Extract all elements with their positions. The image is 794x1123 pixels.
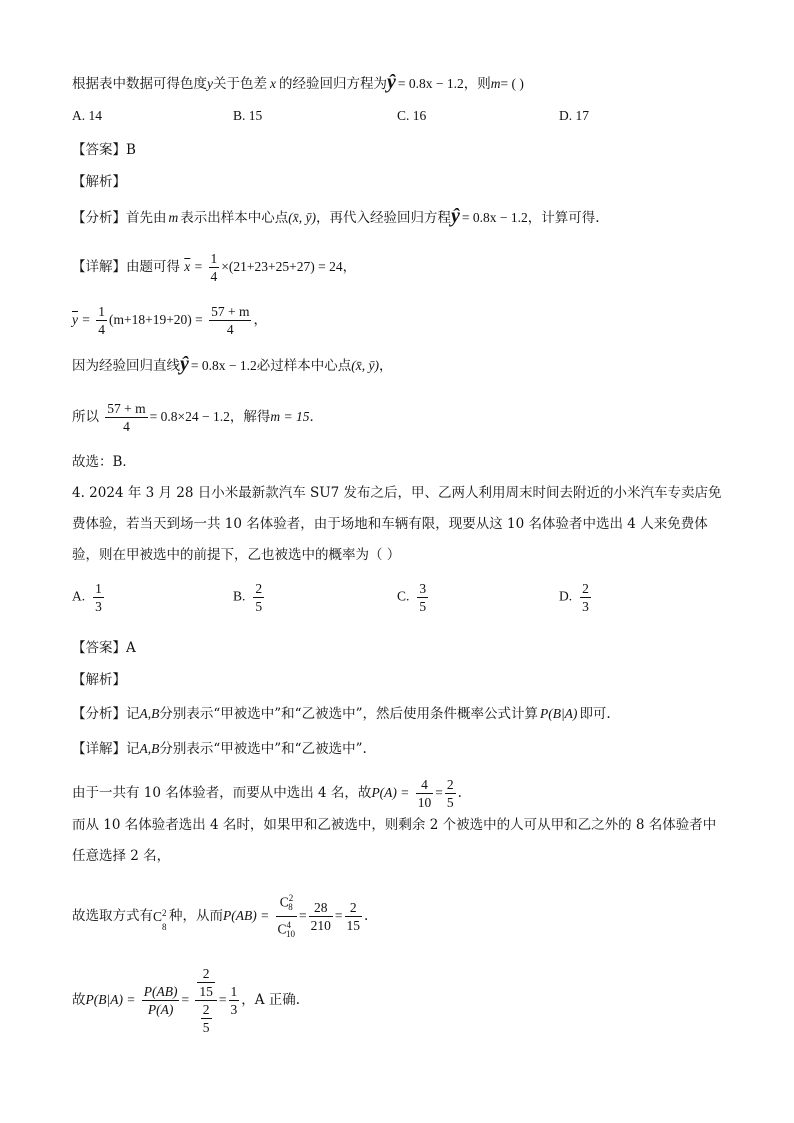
fraction: $\frac{4}{10}$ — [417, 777, 432, 810]
combination: C 2 8 — [153, 907, 167, 932]
text: 根据表中数据可得色度 — [72, 76, 207, 92]
text: 因为经验回归直线 — [72, 358, 180, 374]
equation: = 0.8×24 − 1.2 — [149, 409, 230, 424]
detail-so — [72, 400, 323, 435]
blank-paren: = ( ) — [500, 76, 524, 91]
text: 关于色差 — [213, 76, 267, 92]
detail-from-line1: 而从 10 名体验者选出 4 名时，如果甲和乙被选中，则剩余 2 个被选中的人可从甲和乙之外的 8 名体验者中 — [72, 817, 717, 833]
analysis-label: 【解析】 — [72, 174, 126, 190]
text: ，再代入经验回归方程 — [315, 210, 451, 226]
text: 表示出样本中心点 — [180, 210, 289, 226]
fraction-one-quarter: $\frac{1}{4}$ — [98, 304, 105, 337]
fraction: $\frac{2}{5}$ — [446, 777, 454, 810]
result-m: m = 15 — [270, 409, 310, 424]
detail-from-line2: 任意选择 2 名， — [72, 848, 171, 864]
text: ，解得 — [229, 409, 271, 425]
compound-fraction: $\frac{\frac{2}{15}}{\frac{2}{5}}$ — [195, 965, 217, 1036]
text: 的经验回归方程为 — [279, 76, 387, 92]
question4-line2: 费体验，若当天到场一共 10 名体验者，由于场地和车辆有限，现要从这 10 名体验者中选出 4 人来免费体 — [72, 516, 708, 532]
regression-equation: = 0.8x − 1.2 — [190, 358, 257, 373]
sample-center: (x̄, ȳ) — [351, 358, 379, 373]
regression-equation: = 0.8x − 1.2 — [397, 76, 464, 91]
var-m: m — [168, 210, 179, 225]
fraction-ybar-result: $\frac{57 + m}{4}$ — [107, 401, 146, 434]
answer-label: 【答案】B — [72, 142, 136, 158]
text: 必过样本中心点 — [256, 358, 352, 374]
prob-ab: P(AB) = — [223, 908, 270, 924]
fraction: $\frac{28}{210}$ — [310, 900, 331, 934]
events-ab: A,B — [139, 706, 160, 721]
analysis-label: 【解析】 — [72, 672, 126, 688]
regression-equation: = 0.8x − 1.2 — [461, 210, 528, 225]
var-m: m — [490, 76, 501, 91]
option-a: A. 14 — [72, 108, 102, 123]
option-d: D. $\frac{2}{3}$ — [559, 581, 589, 614]
detail-xbar — [72, 250, 356, 285]
xbar-computation: ×(21+23+25+27) = 24 — [221, 259, 343, 274]
detail-ybar — [72, 303, 267, 338]
text: ， — [378, 358, 393, 374]
prob-a: P(A) = — [371, 785, 410, 800]
fraction-ybar-result: $\frac{57 + m}{4}$ — [211, 304, 250, 337]
text: ． — [309, 409, 323, 425]
text: ，计算可得. — [527, 210, 600, 226]
sample-center: (x̄, ȳ) — [288, 210, 316, 225]
fraction-formula: $\frac{P(AB)}{P(A)}$ — [143, 984, 178, 1017]
option-a: A. $\frac{1}{3}$ — [72, 581, 102, 614]
analysis-summary: 【分析】记A,B分别表示“甲被选中”和“乙被选中”，然后使用条件概率公式计算 P(B|A) 即可. — [72, 706, 611, 722]
conditional-prob: P(B|A) — [539, 706, 578, 721]
detail-define: 【详解】记A,B分别表示“甲被选中”和“乙被选中”. — [72, 741, 367, 757]
choose-line: 故选：B． — [72, 454, 136, 470]
detail-pa: 由于一共有 10 名体验者，而要从中选出 4 名，故P(A) = $\frac{4}{10}$ = $\frac{2}{5}$ . — [72, 777, 462, 810]
question3-stem — [72, 72, 524, 94]
var-y: y — [207, 76, 213, 91]
y-hat-symbol: ŷ — [387, 71, 394, 93]
detail-final: 故P(B|A) = $\frac{P(AB)}{P(A)}$ = $\frac{\frac{2}{15}}{\frac{2}{5}}$ = $\frac{1}{3}$ ，A 正确. — [72, 966, 301, 1035]
var-x: x — [270, 76, 276, 91]
y-hat-symbol: ŷ — [180, 353, 187, 375]
option-b: B. $\frac{2}{5}$ — [233, 581, 263, 614]
fraction: $\frac{1}{3}$ — [230, 984, 238, 1017]
question4-line3: 验，则在甲被选中的前提下，乙也被选中的概率为（ ） — [72, 547, 401, 563]
question4-line1: 4. 2024 年 3 月 28 日小米最新款汽车 SU7 发布之后，甲、乙两人利用周末时间去附近的小米汽车专卖店免 — [72, 485, 722, 501]
detail-because — [72, 354, 392, 376]
text: ，则 — [463, 76, 491, 92]
option-d: D. 17 — [559, 108, 589, 123]
equals: = — [194, 259, 203, 274]
text: 【分析】首先由 — [72, 210, 167, 226]
conditional-prob: P(B|A) = — [85, 992, 136, 1007]
text: ， — [253, 312, 267, 328]
option-c: C. $\frac{3}{5}$ — [397, 581, 427, 614]
y-hat-symbol: ŷ — [450, 205, 458, 227]
events-ab: A,B — [139, 741, 160, 756]
text: 所以 — [72, 409, 99, 425]
option-b: B. 15 — [233, 108, 263, 123]
answer-label: 【答案】A — [72, 640, 136, 656]
ybar-computation: (m+18+19+20) = — [108, 312, 203, 327]
text: 【详解】由题可得 — [72, 259, 180, 275]
analysis-summary — [72, 206, 600, 228]
option-c: C. 16 — [397, 108, 427, 123]
equals: = — [82, 312, 90, 327]
y-bar: $\overline{y}$ — [72, 312, 78, 327]
detail-pab: 故选取方式有C 2 8 种，从而P(AB) = $\frac{C^2_8}{C^4_{10}}$ = $\frac{28}{210}$ = $\frac{2}{15}$ . — [72, 890, 368, 943]
fraction-combinations: $\frac{C^2_8}{C^4_{10}}$ — [276, 890, 298, 943]
text: ， — [342, 259, 357, 275]
x-bar: $\overline{x}$ — [184, 259, 191, 274]
fraction: $\frac{2}{15}$ — [346, 900, 361, 934]
fraction-one-quarter: $\frac{1}{4}$ — [210, 251, 218, 284]
